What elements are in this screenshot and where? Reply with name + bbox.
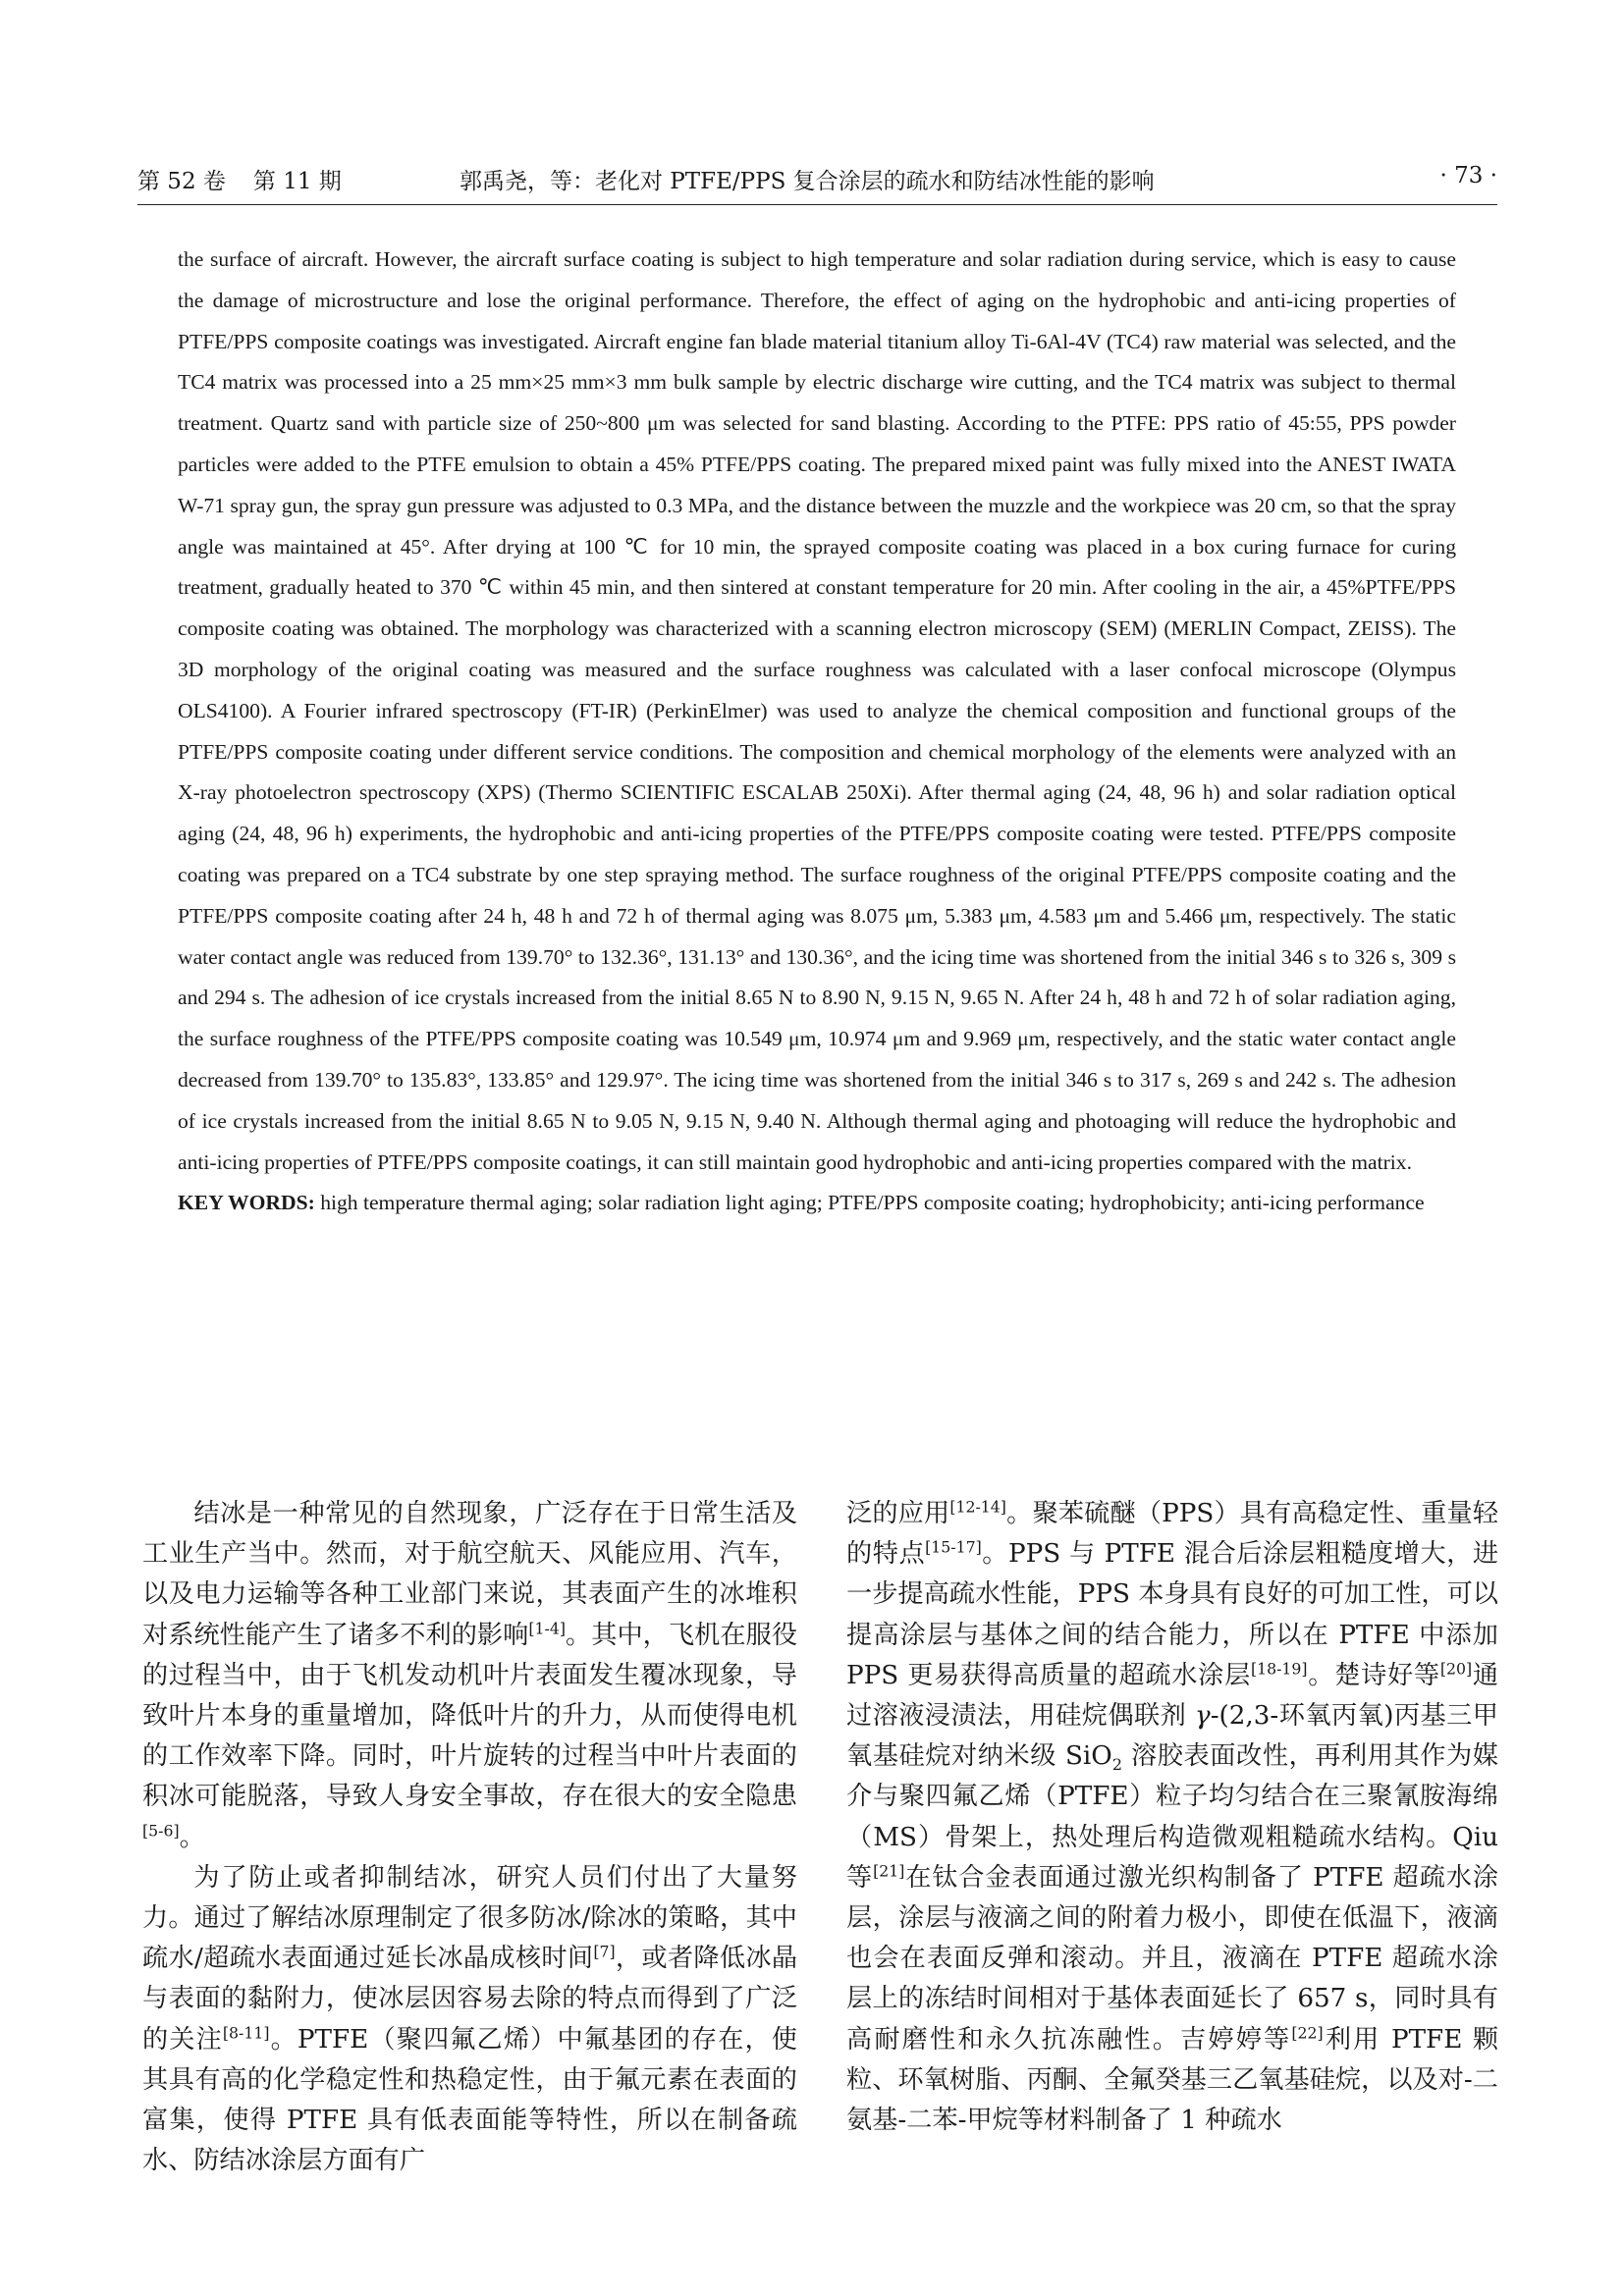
citation: [12-14] [949, 1497, 1006, 1517]
body-paragraph: 为了防止或者抑制结冰，研究人员们付出了大量努力。通过了解结冰原理制定了很多防冰/除冰的策略，其中疏水/超疏水表面通过延长冰晶成核时间[7]，或者降低冰晶与表面的黏附力，使冰层因容易去除的特点而得到了广泛的关注[8-11]。PTFE（聚四氟乙烯）中氟基团的存在，使其具有高的化学稳定性和热稳定性，由于氟元素在表面的富集，使得 PTFE 具有低表面能等特性，所以在制备疏水、防结冰涂层方面有广 [142, 1862, 798, 2176]
subscript: 2 [1111, 1755, 1123, 1775]
keywords-text: high temperature thermal aging; solar radiation light aging; PTFE/PPS composite coating; hydrophobicity; anti-icing performance [320, 1191, 1425, 1215]
citation: [15-17] [925, 1537, 982, 1557]
volume-label: 第 52 卷 [137, 169, 226, 194]
body-column-right [846, 1494, 1498, 2141]
citation: [1-4] [528, 1618, 566, 1637]
keywords-line [178, 1183, 1456, 1224]
journal-volume-issue [137, 163, 342, 195]
citation: [21] [873, 1861, 905, 1881]
keywords-label: KEY WORDS: [178, 1191, 315, 1215]
citation: [7] [593, 1942, 616, 1961]
abstract-text: the surface of aircraft. However, the aircraft surface coating is subject to high temperature and solar radiation during service, which is easy to cause the damage of microstructure and lose the original performance. Therefore, the effect of aging on the hydrophobic and anti-icing properties of PTFE/PPS composite coatings was investigated. Aircraft engine fan blade material titanium alloy Ti-6Al-4V (TC4) raw material was selected, and the TC4 matrix was processed into a 25 mm×25 mm×3 mm bulk sample by electric discharge wire cutting, and the TC4 matrix was subject to thermal treatment. Quartz sand with particle size of 250~800 μm was selected for sand blasting. According to the PTFE: PPS ratio of 45:55, PPS powder particles were added to the PTFE emulsion to obtain a 45% PTFE/PPS coating. The prepared mixed paint was fully mixed into the ANEST IWATA W-71 spray gun, the spray gun pressure was adjusted to 0.3 MPa, and the distance between the muzzle and the workpiece was 20 cm, so that the spray angle was maintained at 45°. After drying at 100 ℃ for 10 min, the sprayed composite coating was placed in a box curing furnace for curing treatment, gradually heated to 370 ℃ within 45 min, and then sintered at constant temperature for 20 min. After cooling in the air, a 45%PTFE/PPS composite coating was obtained. The morphology was characterized with a scanning electron microscopy (SEM) (MERLIN Compact, ZEISS). The 3D morphology of the original coating was measured and the surface roughness was calculated with a laser confocal microscope (Olympus OLS4100). A Fourier infrared spectroscopy (FT-IR) (PerkinElmer) was used to analyze the chemical composition and functional groups of the PTFE/PPS composite coating under different service conditions. The composition and chemical morphology of the elements were analyzed with an X-ray photoelectron spectroscopy (XPS) (Thermo SCIENTIFIC ESCALAB 250Xi). After thermal aging (24, 48, 96 h) and solar radiation optical aging (24, 48, 96 h) experiments, the hydrophobic and anti-icing properties of the PTFE/PPS composite coating were tested. PTFE/PPS composite coating was prepared on a TC4 substrate by one step spraying method. The surface roughness of the original PTFE/PPS composite coating and the PTFE/PPS composite coating after 24 h, 48 h and 72 h of thermal aging was 8.075 μm, 5.383 μm, 4.583 μm and 5.466 μm, respectively. The static water contact angle was reduced from 139.70° to 132.36°, 131.13° and 130.36°, and the icing time was shortened from the initial 346 s to 326 s, 309 s and 294 s. The adhesion of ice crystals increased from the initial 8.65 N to 8.90 N, 9.15 N, 9.65 N. After 24 h, 48 h and 72 h of solar radiation aging, the surface roughness of the PTFE/PPS composite coating was 10.549 μm, 10.974 μm and 9.969 μm, respectively, and the static water contact angle decreased from 139.70° to 135.83°, 133.85° and 129.97°. The icing time was shortened from the initial 346 s to 317 s, 269 s and 242 s. The adhesion of ice crystals increased from the initial 8.65 N to 9.05 N, 9.15 N, 9.40 N. Although thermal aging and photoaging will reduce the hydrophobic and anti-icing properties of PTFE/PPS composite coatings, it can still maintain good hydrophobic and anti-icing properties compared with the matrix. [178, 247, 1456, 1174]
body-column-left [142, 1494, 797, 2181]
body-paragraph: 结冰是一种常见的自然现象，广泛存在于日常生活及工业生产当中。然而，对于航空航天、风能应用、汽车，以及电力运输等各种工业部门来说，其表面产生的冰堆积对系统性能产生了诸多不利的影响[1-4]。其中，飞机在服役的过程当中，由于飞机发动机叶片表面发生覆冰现象，导致叶片本身的重量增加，降低叶片的升力，从而使得电机的工作效率下降。同时，叶片旋转的过程当中叶片表面的积冰可能脱落，导致人身安全事故，存在很大的安全隐患[5-6]。 [142, 1499, 798, 1852]
body-paragraph: 泛的应用[12-14]。聚苯硫醚（PPS）具有高稳定性、重量轻的特点[15-17]。PPS 与 PTFE 混合后涂层粗糙度增大，进一步提高疏水性能，PPS 本身具有良好的可加工性，可以提高涂层与基体之间的结合能力，所以在 PTFE 中添加 PPS 更易获得高质量的超疏水涂层[18-19]。楚诗好等[20]通过溶液浸渍法，用硅烷偶联剂 γ-(2,3-环氧丙氧)丙基三甲氧基硅烷对纳米级 SiO$_2$ 溶胶表面改性，再利用其作为媒介与聚四氟乙烯（PTFE）粒子均匀结合在三聚氰胺海绵（MS）骨架上，热处理后构造微观粗糙疏水结构。Qiu 等[21]在钛合金表面通过激光织构制备了 PTFE 超疏水涂层，涂层与液滴之间的附着力极小，即使在低温下，液滴也会在表面反弹和滚动。并且，液滴在 PTFE 超疏水涂层上的冻结时间相对于基体表面延长了 657 s，同时具有高耐磨性和永久抗冻融性。吉婷婷等[22]利用 PTFE 颗粒、环氧树脂、丙酮、全氟癸基三乙氧基硅烷，以及对-二氨基-二苯-甲烷等材料制备了 1 种疏水 [846, 1497, 1499, 2136]
citation: [20] [1439, 1659, 1473, 1679]
english-abstract [178, 240, 1456, 1224]
running-header [137, 159, 1497, 198]
citation: [8-11] [222, 2022, 270, 2042]
running-title: 郭禹尧，等：老化对 PTFE/PPS 复合涂层的疏水和防结冰性能的影响 [460, 169, 1155, 194]
citation: [18-19] [1250, 1659, 1308, 1679]
issue-label: 第 11 期 [252, 169, 342, 194]
header-rule [137, 204, 1497, 205]
citation: [5-6] [142, 1820, 180, 1840]
gamma-symbol: γ [1195, 1701, 1211, 1732]
page-number: · 73 · [1439, 163, 1497, 188]
citation: [22] [1291, 2022, 1324, 2042]
